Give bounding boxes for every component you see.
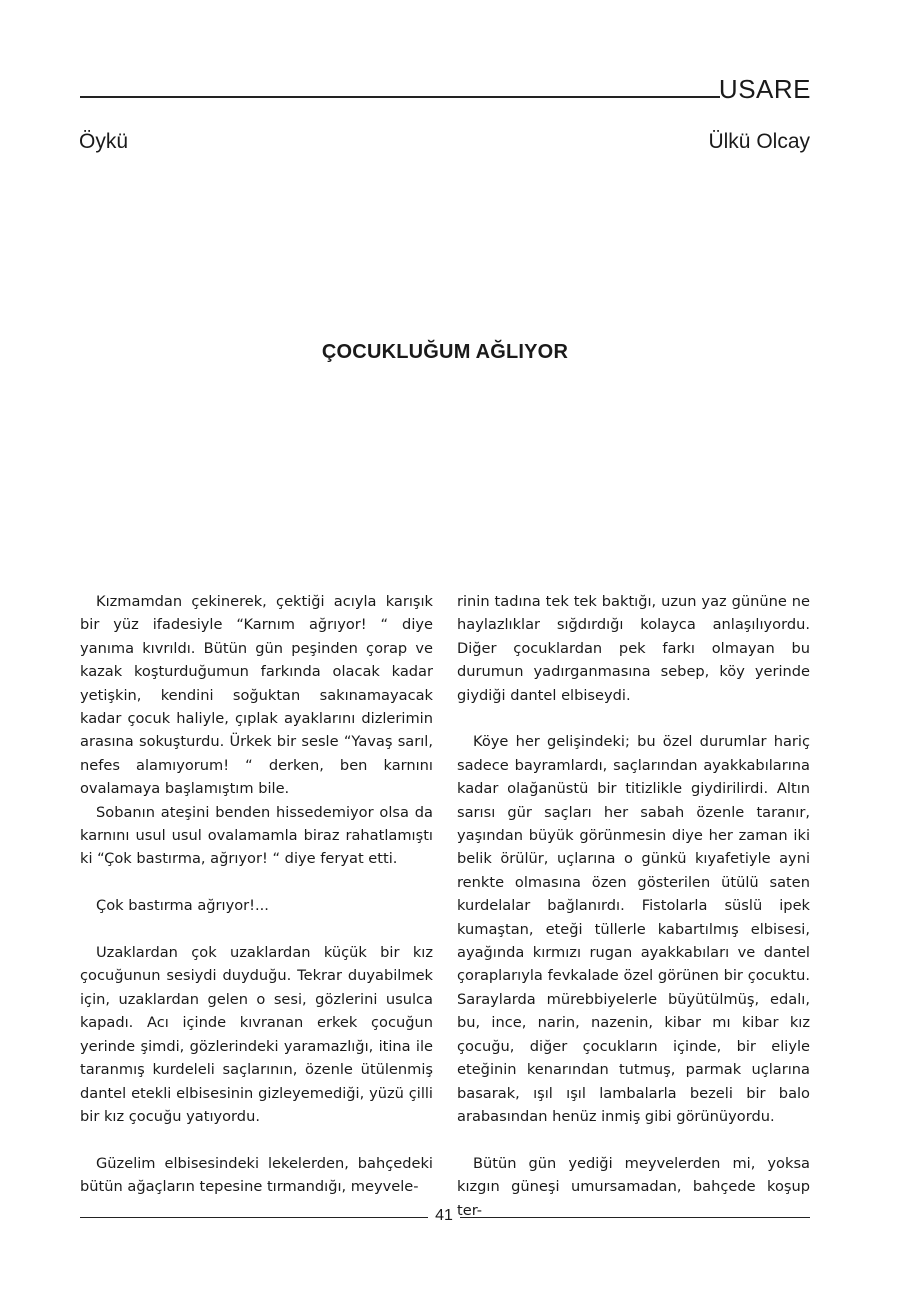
paragraph: Kızmamdan çekinerek, çektiği acıyla karışık bir yüz ifadesiyle “Karnım ağrıyor! “ diye yanıma kıvrıldı. Bütün gün peşinden çorap ve kazak koşturduğumun farkında olacak kadar yetişkin, kendini soğuktan sakınamayacak kadar çocuk haliyle, çıplak ayaklarını dizlerimin arasına sokuşturdu. Ürkek bir sesle “Yavaş sarıl, nefes alamıyorum! “ derken, ben karnını ovalamaya başlamıştım bile. [80,593,433,798]
page-number: 41 [435,1207,453,1224]
right-column [457,590,810,1222]
header-rule [80,96,720,98]
paragraph: Uzaklardan çok uzaklardan küçük bir kız çocuğunun sesiydi duyduğu. Tekrar duyabilmek için, uzaklardan gelen o sesi, gözlerini usulca kapadı. Acı içinde kıvranan erkek çocuğun yerinde şimdi, gözlerindeki yaramazlığı, itina ile taranmış kurdeleli saçlarının, özenle ütülenmiş dantel etekli elbisesinin gizleyemediği, yüzü çilli bir kız çocuğu yatıyordu. [80,944,433,1125]
story-title: ÇOCUKLUĞUM AĞLIYOR [321,341,569,363]
paragraph: Güzelim elbisesindeki lekelerden, bahçedeki bütün ağaçların tepesine tırmandığı, meyvele- [80,1154,433,1196]
paragraph: Sobanın ateşini benden hissedemiyor olsa da karnını usul usul ovalamamla biraz rahatlamıştı ki “Çok bastırma, ağrıyor! “ diye feryat etti. [80,803,433,868]
paragraph: Köye her gelişindeki; bu özel durumlar hariç sadece bayramlardı, saçlarından ayakkabılarına kadar olağanüstü bir titizlikle giydirilirdi. Altın sarısı gür saçları her sabah özenle taranır, yaşından büyük görünmesin diye her zaman iki belik örülür, uçlarına o günkü kıyafetiyle ayni renkte olmasına özen gösterilen ütülü saten kurdelalar bağlanırdı. Fistolarla süslü ipek kumaştan, eteği tüllerle kabartılmış elbisesi, ayağında kırmızı rugan ayakkabıları ve dantel çoraplarıyla fevkalade özel görünen bir çocuktu. Saraylarda mürebbiyelerle büyütülmüş, edalı, bu, ince, narin, nazenin, kibar mı kibar kız çocuğu, diğer çocukların içinde, bir eliyle eteğinin kenarından tutmuş, parmak uçlarına basarak, ışıl ışıl lambalarla bezeli bir balo arabasından henüz inmiş gibi görünüyordu. [457,733,810,1125]
footer-rule-left [80,1217,428,1218]
paragraph: rinin tadına tek tek baktığı, uzun yaz gününe ne haylazlıklar sığdırdığı kolayca anlaşılıyordu. Diğer çocuklardan pek farkı olmayan bu durumun yadırganmasına sebep, köy yerinde giydiği dantel elbiseydi. [457,593,810,704]
left-column [80,590,433,1199]
journal-name: USARE [718,74,811,104]
footer-rule-right [460,1217,810,1218]
paragraph: Bütün gün yediği meyvelerden mi, yoksa kızgın güneşi umursamadan, bahçede koşup ter- [457,1154,810,1219]
paragraph: Çok bastırma ağrıyor!... [96,897,269,915]
author-name: Ülkü Olcay [708,130,810,153]
section-label: Öykü [79,130,129,153]
